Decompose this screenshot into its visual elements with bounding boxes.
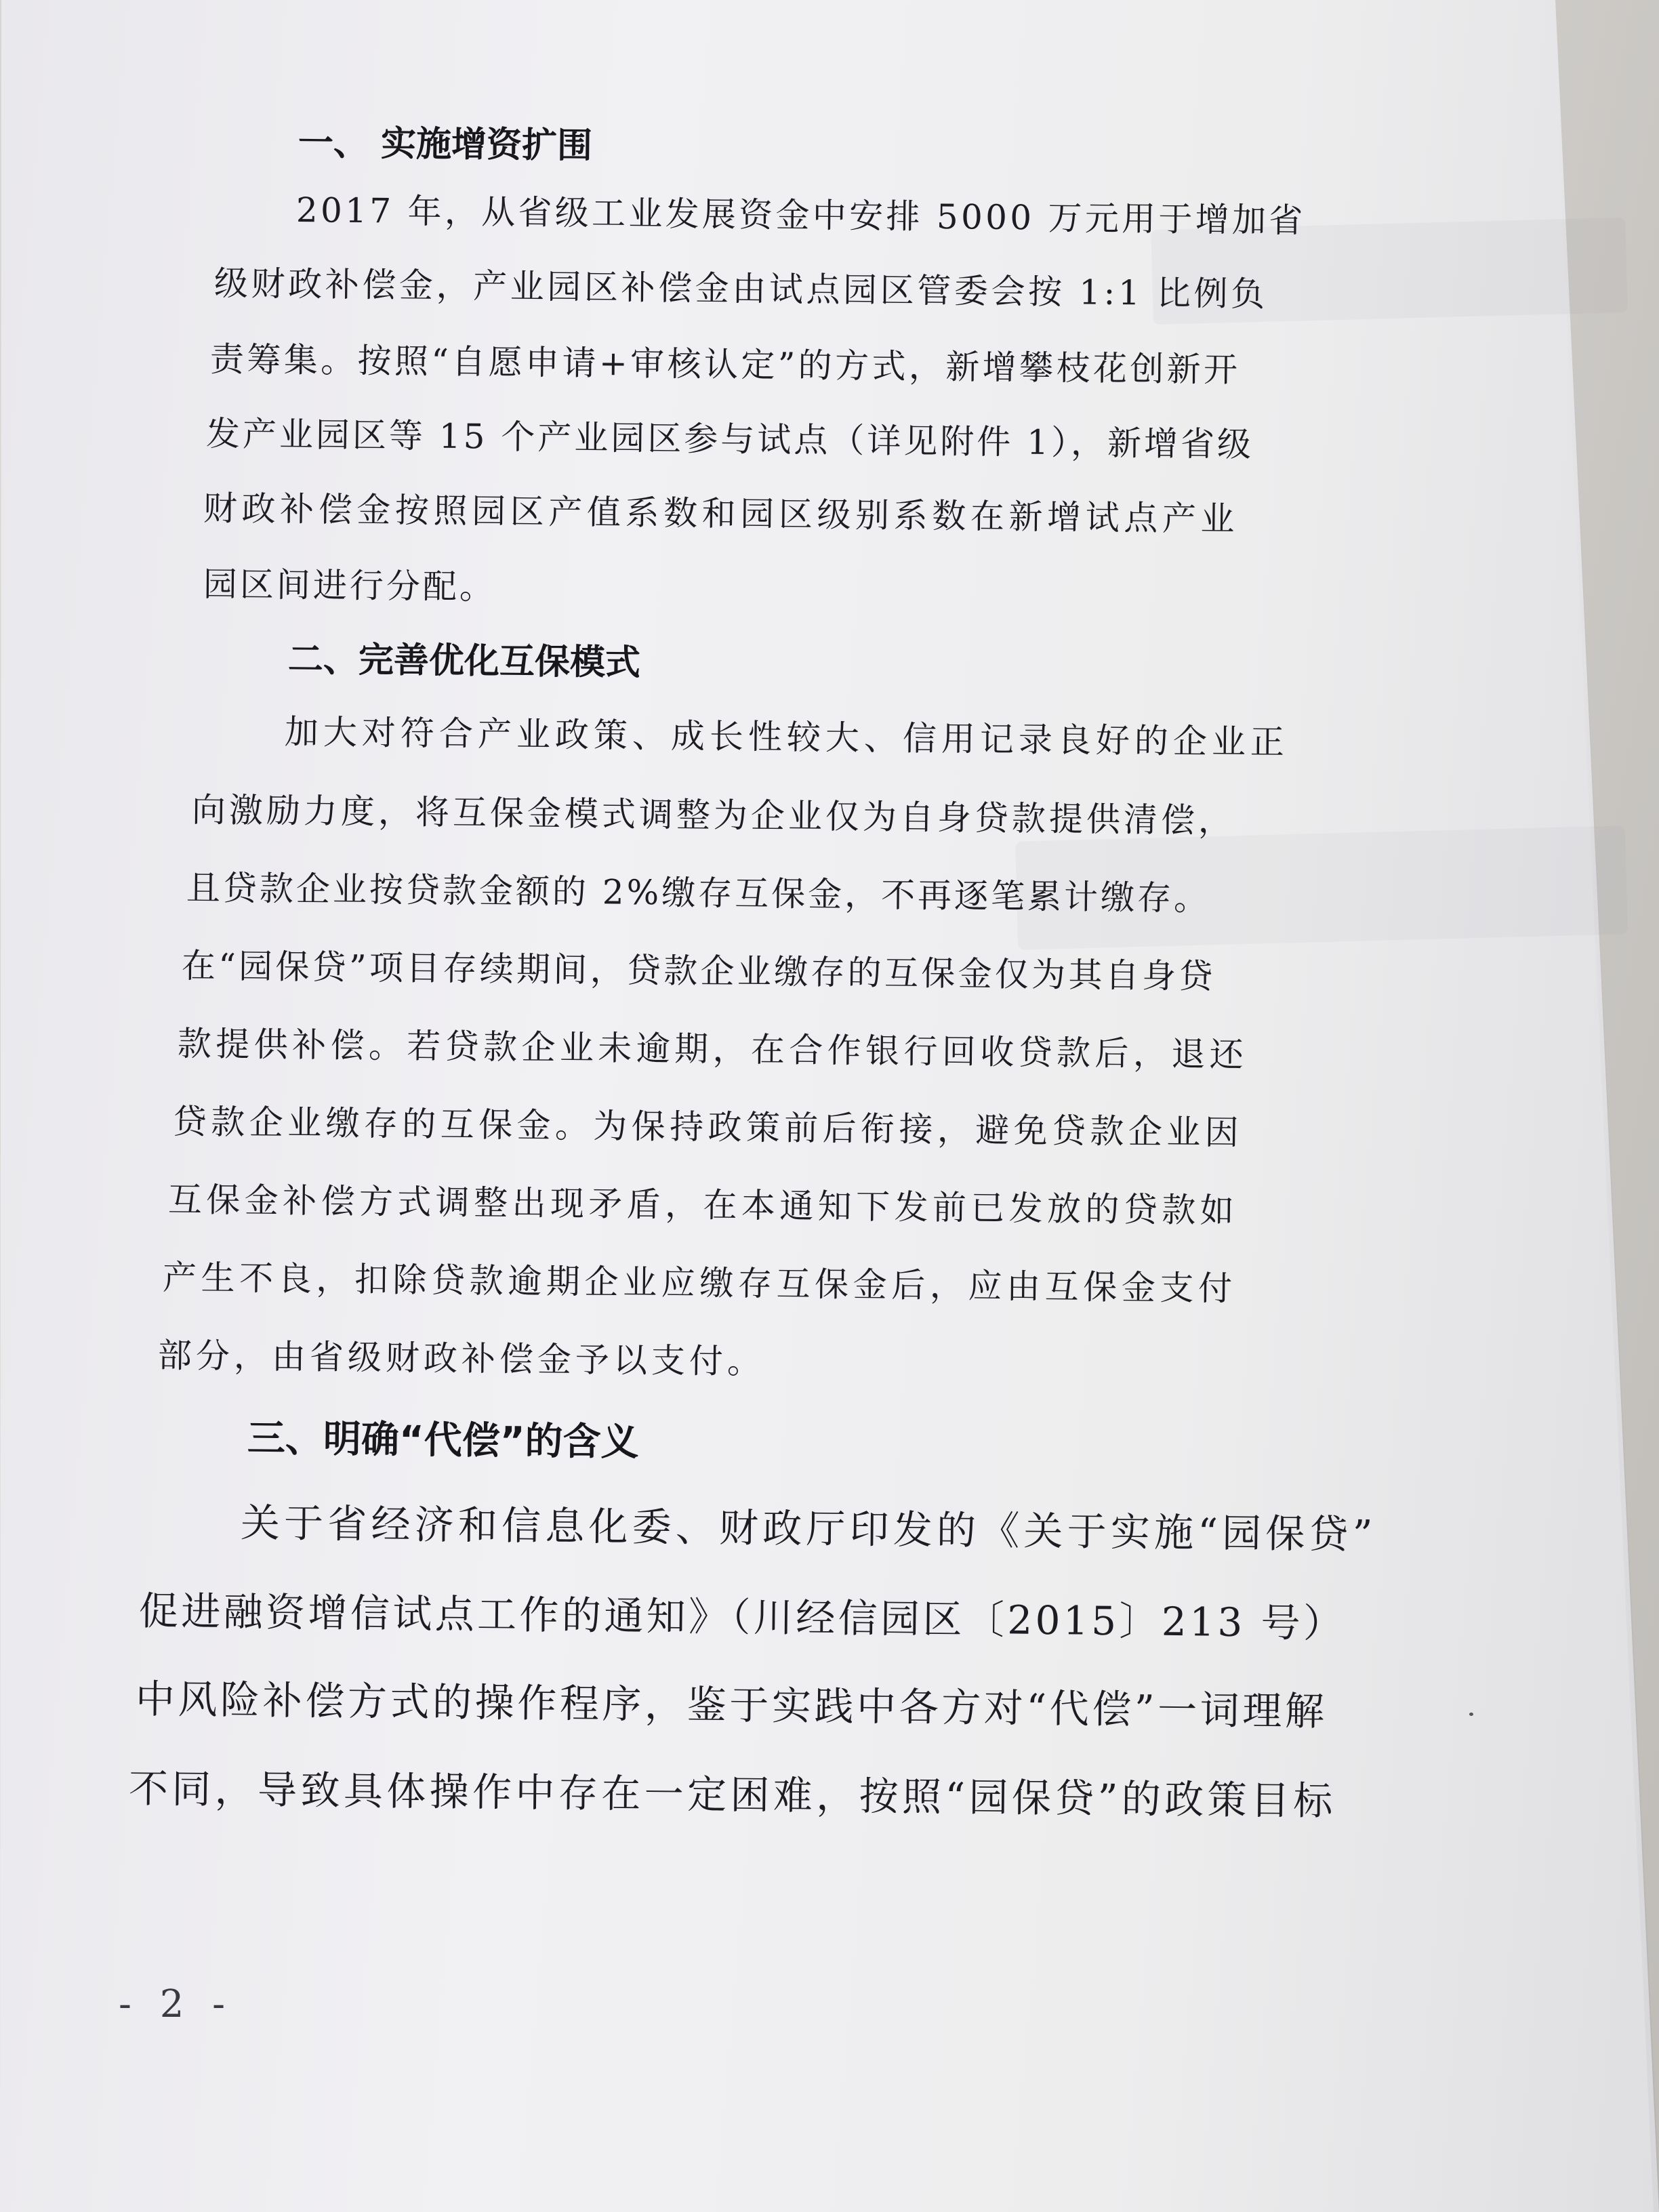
- paragraph-line: 中风险补偿方式的操作程序，鉴于实践中各方对“代偿”一词理解: [135, 1676, 1328, 1735]
- paragraph-line: 产生不良，扣除贷款逾期企业应缴存互保金后，应由互保金支付: [162, 1258, 1237, 1309]
- paragraph-line: 责筹集。按照“自愿申请+审核认定”的方式，新增攀枝花创新开: [209, 340, 1241, 390]
- section-heading-1: 一、 实施增资扩围: [298, 123, 593, 167]
- paragraph-line: 不同，导致具体操作中存在一定困难，按照“园保贷”的政策目标: [128, 1765, 1337, 1824]
- paragraph-line: 在“园保贷”项目存续期间，贷款企业缴存的互保金仅为其自身贷: [181, 946, 1216, 996]
- section-heading-3: 三、明确“代偿”的含义: [247, 1416, 639, 1465]
- paragraph-line: 互保金补偿方式调整出现矛盾，在本通知下发前已发放的贷款如: [167, 1180, 1239, 1231]
- paragraph-line: 贷款企业缴存的互保金。为保持政策前后衔接，避免贷款企业因: [172, 1102, 1244, 1153]
- paragraph-line: 促进融资增信试点工作的通知》（川经信园区〔2015〕213 号）: [138, 1588, 1346, 1647]
- page-number: - 2 -: [119, 1982, 234, 2026]
- paragraph-line: 向激励力度，将互保金模式调整为企业仅为自身贷款提供清偿，: [191, 790, 1236, 841]
- paragraph-line: 加大对符合产业政策、成长性较大、信用记录良好的企业正: [284, 712, 1290, 762]
- paragraph-line: 发产业园区等 15 个产业园区参与试点（详见附件 1），新增省级: [205, 414, 1254, 465]
- paragraph-line: 2017 年，从省级工业发展资金中安排 5000 万元用于增加省: [295, 190, 1306, 241]
- paragraph-line: 级财政补偿金，产业园区补偿金由试点园区管委会按 1:1 比例负: [213, 264, 1269, 314]
- paragraph-line: 部分，由省级财政补偿金予以支付。: [157, 1336, 766, 1382]
- speck-mark: [1469, 1713, 1473, 1716]
- paragraph-line: 款提供补偿。若贷款企业未逾期，在合作银行回收贷款后，退还: [177, 1024, 1248, 1075]
- paragraph-line: 且贷款企业按贷款金额的 2%缴存互保金，不再逐笔累计缴存。: [186, 868, 1211, 918]
- paragraph-line: 财政补偿金按照园区产值系数和园区级别系数在新增试点产业: [203, 489, 1240, 539]
- paragraph-line: 关于省经济和信息化委、财政厅印发的《关于实施“园保贷”: [240, 1500, 1377, 1558]
- paragraph-line: 园区间进行分配。: [203, 565, 497, 607]
- section-heading-2: 二、完善优化互保模式: [287, 639, 641, 684]
